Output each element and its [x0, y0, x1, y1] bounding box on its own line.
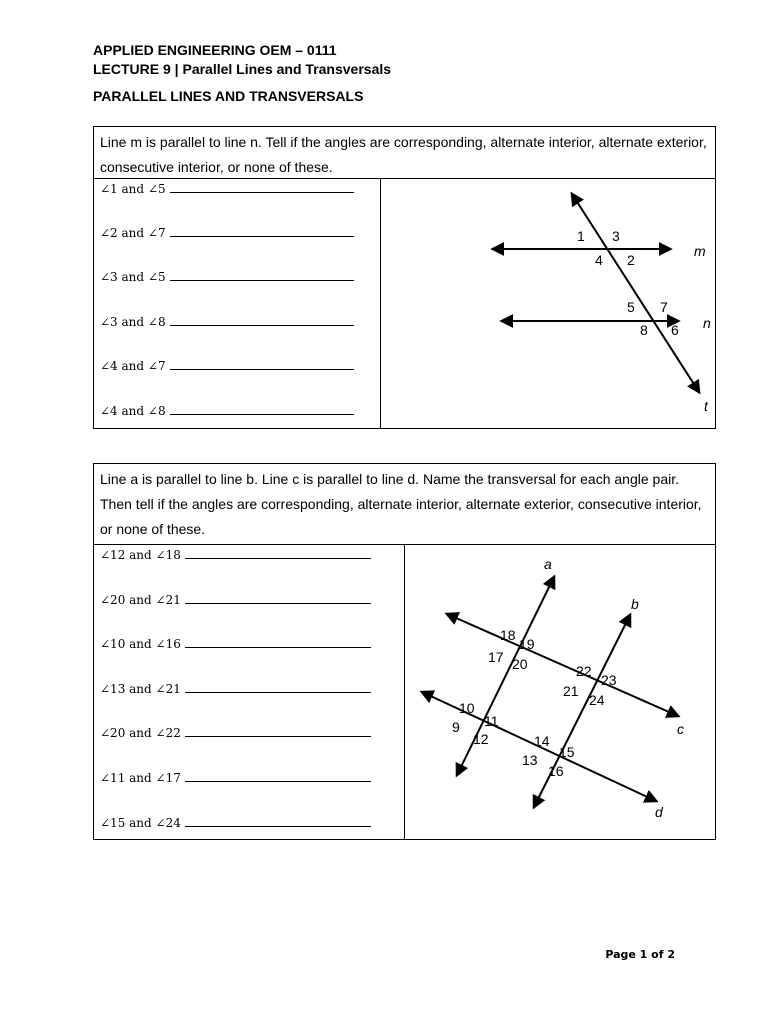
angle-label: 5	[627, 299, 635, 315]
exercise-2-instructions: Line a is parallel to line b. Line c is parallel to line d. Name the transversal for each angle pair. Then tell if the angles are corresponding, alternate interior, alternate exterior, consecutive interior, or none of these.	[94, 464, 715, 545]
angle-label: 2	[627, 252, 635, 268]
angle-pair: ∠11 and ∠17	[100, 771, 181, 785]
line-t	[572, 194, 699, 392]
angle-label: 4	[595, 252, 603, 268]
question-row	[100, 181, 354, 196]
angle-pair: ∠2 and ∠7	[100, 226, 166, 240]
angle-pair: ∠13 and ∠21	[100, 682, 181, 696]
question-row	[100, 225, 354, 240]
angle-pair: ∠20 and ∠21	[100, 593, 181, 607]
angle-label: 24	[589, 692, 605, 708]
angle-label: 18	[500, 627, 516, 643]
answer-blank[interactable]	[185, 636, 371, 648]
angle-pair: ∠4 and ∠7	[100, 359, 166, 373]
angle-label: 10	[459, 700, 475, 716]
angle-label: 14	[534, 733, 550, 749]
line-label-d: d	[655, 804, 663, 820]
angle-pair: ∠3 and ∠5	[100, 270, 166, 284]
lecture-title: LECTURE 9 | Parallel Lines and Transversals	[93, 61, 392, 77]
angle-label: 20	[512, 656, 528, 672]
angle-label: 15	[559, 744, 575, 760]
question-row	[100, 725, 371, 740]
question-row	[100, 681, 371, 696]
angle-label: 19	[519, 636, 535, 652]
page-number: Page 1 of 2	[605, 948, 675, 961]
exercise-box-1	[93, 126, 716, 429]
answer-blank[interactable]	[170, 181, 354, 193]
answer-blank[interactable]	[170, 225, 354, 237]
exercise-1-instructions: Line m is parallel to line n. Tell if the angles are corresponding, alternate interior, alternate exterior, consecutive interior, or none of these.	[94, 127, 715, 179]
angle-pair: ∠12 and ∠18	[100, 548, 181, 562]
angle-label: 22	[576, 663, 592, 679]
angle-label: 7	[660, 299, 668, 315]
angle-label: 23	[601, 672, 617, 688]
angle-label: 12	[473, 731, 489, 747]
answer-blank[interactable]	[170, 269, 354, 281]
angle-pair: ∠15 and ∠24	[100, 816, 181, 830]
angle-pair: ∠10 and ∠16	[100, 637, 181, 651]
angle-label: 8	[640, 322, 648, 338]
line-label-a: a	[544, 556, 552, 572]
question-row	[100, 358, 354, 373]
answer-blank[interactable]	[185, 681, 371, 693]
angle-label: 6	[671, 322, 679, 338]
angle-label: 3	[612, 228, 620, 244]
question-row	[100, 314, 354, 329]
line-label-t: t	[704, 398, 708, 414]
angle-label: 17	[488, 649, 504, 665]
angle-pair: ∠3 and ∠8	[100, 315, 166, 329]
angle-label: 16	[548, 763, 564, 779]
line-label-m: m	[694, 243, 706, 259]
answer-blank[interactable]	[185, 725, 371, 737]
angle-pair: ∠4 and ∠8	[100, 404, 166, 418]
angle-label: 1	[577, 228, 585, 244]
angle-label: 21	[563, 683, 579, 699]
answer-blank[interactable]	[170, 403, 354, 415]
angle-label: 11	[484, 713, 499, 729]
angle-pair: ∠1 and ∠5	[100, 182, 166, 196]
exercise-box-2	[93, 463, 716, 840]
question-row	[100, 815, 371, 830]
figure-two-pairs-parallel-lines	[405, 545, 716, 840]
question-row	[100, 592, 371, 607]
answer-blank[interactable]	[185, 815, 371, 827]
figure-parallel-lines-m-n	[381, 179, 716, 429]
question-row	[100, 403, 354, 418]
answer-blank[interactable]	[170, 358, 354, 370]
line-label-c: c	[677, 721, 684, 737]
answer-blank[interactable]	[185, 592, 371, 604]
answer-blank[interactable]	[185, 547, 371, 559]
answer-blank[interactable]	[170, 314, 354, 326]
line-label-b: b	[631, 596, 639, 612]
course-title: APPLIED ENGINEERING OEM – 0111	[93, 42, 337, 58]
line-c	[447, 614, 678, 716]
line-label-n: n	[703, 315, 711, 331]
question-row	[100, 770, 371, 785]
angle-label: 9	[452, 719, 460, 735]
angle-label: 13	[522, 752, 538, 768]
question-row	[100, 269, 354, 284]
angle-pair: ∠20 and ∠22	[100, 726, 181, 740]
question-row	[100, 636, 371, 651]
question-row	[100, 547, 371, 562]
answer-blank[interactable]	[185, 770, 371, 782]
section-title: PARALLEL LINES AND TRANSVERSALS	[93, 88, 364, 104]
